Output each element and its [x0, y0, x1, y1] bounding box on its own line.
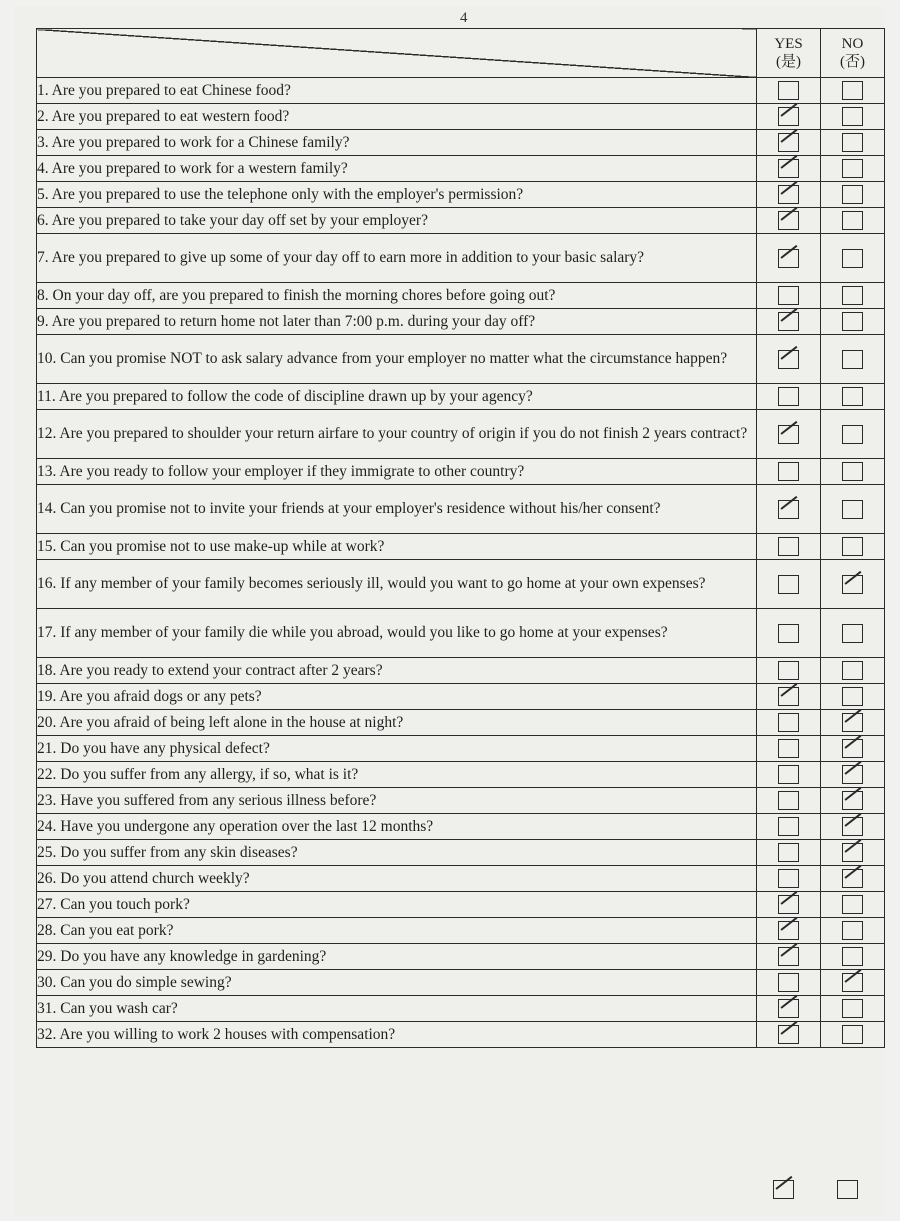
question-row — [37, 918, 885, 944]
no-answer-cell — [821, 866, 885, 892]
question-text: 10. Can you promise NOT to ask salary advance from your employer no matter what the circumstance happen? — [37, 335, 757, 384]
no-checkbox[interactable] — [842, 249, 863, 268]
question-text: 12. Are you prepared to shoulder your return airfare to your country of origin if you do not finish 2 years contract? — [37, 410, 757, 459]
yes-answer-cell — [757, 1022, 821, 1048]
question-row — [37, 384, 885, 410]
yes-answer-cell — [757, 684, 821, 710]
yes-checkbox[interactable] — [778, 500, 799, 519]
no-checkbox[interactable] — [842, 81, 863, 100]
question-text: 5. Are you prepared to use the telephone only with the employer's permission? — [37, 182, 757, 208]
no-answer-cell — [821, 996, 885, 1022]
yes-header-label: YES (是) — [774, 36, 803, 70]
trailing-no-cell — [815, 1180, 879, 1199]
no-answer-cell — [821, 918, 885, 944]
question-row — [37, 485, 885, 534]
question-rows — [37, 78, 885, 1048]
question-row — [37, 1022, 885, 1048]
yes-answer-cell — [757, 840, 821, 866]
yes-answer-cell — [757, 335, 821, 384]
no-answer-cell — [821, 384, 885, 410]
no-checkbox[interactable] — [842, 921, 863, 940]
question-row — [37, 762, 885, 788]
yes-answer-cell — [757, 534, 821, 560]
question-row — [37, 788, 885, 814]
yes-checkbox[interactable] — [778, 425, 799, 444]
yes-checkbox[interactable] — [778, 947, 799, 966]
question-row — [37, 814, 885, 840]
yes-answer-cell — [757, 736, 821, 762]
question-text: 3. Are you prepared to work for a Chinese family? — [37, 130, 757, 156]
no-answer-cell — [821, 156, 885, 182]
no-answer-cell — [821, 130, 885, 156]
question-text: 23. Have you suffered from any serious illness before? — [37, 788, 757, 814]
question-row — [37, 335, 885, 384]
yes-checkbox[interactable] — [778, 687, 799, 706]
no-checkbox[interactable] — [842, 537, 863, 556]
no-checkbox[interactable] — [842, 159, 863, 178]
yes-checkbox[interactable] — [778, 350, 799, 369]
yes-answer-cell — [757, 234, 821, 283]
trailing-no-checkbox[interactable] — [837, 1180, 858, 1199]
question-text: 17. If any member of your family die while you abroad, would you like to go home at your expenses? — [37, 609, 757, 658]
yes-checkbox[interactable] — [778, 739, 799, 758]
no-answer-cell — [821, 1022, 885, 1048]
question-row — [37, 996, 885, 1022]
yes-answer-cell — [757, 970, 821, 996]
no-checkbox[interactable] — [842, 500, 863, 519]
yes-checkbox[interactable] — [778, 817, 799, 836]
yes-checkbox[interactable] — [778, 661, 799, 680]
yes-checkbox[interactable] — [778, 133, 799, 152]
yes-checkbox[interactable] — [778, 575, 799, 594]
yes-answer-cell — [757, 892, 821, 918]
yes-answer-cell — [757, 762, 821, 788]
yes-answer-cell — [757, 459, 821, 485]
yes-checkbox[interactable] — [778, 286, 799, 305]
yes-answer-cell — [757, 130, 821, 156]
question-text: 32. Are you willing to work 2 houses with compensation? — [37, 1022, 757, 1048]
no-column-header — [821, 29, 885, 78]
no-checkbox[interactable] — [842, 817, 863, 836]
no-answer-cell — [821, 410, 885, 459]
question-row — [37, 840, 885, 866]
questionnaire-table — [36, 28, 885, 1048]
no-checkbox[interactable] — [842, 791, 863, 810]
no-checkbox[interactable] — [842, 350, 863, 369]
question-text: 15. Can you promise not to use make-up while at work? — [37, 534, 757, 560]
no-checkbox[interactable] — [842, 133, 863, 152]
question-text: 9. Are you prepared to return home not later than 7:00 p.m. during your day off? — [37, 309, 757, 335]
yes-answer-cell — [757, 104, 821, 130]
question-row — [37, 130, 885, 156]
no-checkbox[interactable] — [842, 107, 863, 126]
yes-answer-cell — [757, 208, 821, 234]
page-number: 4 — [460, 10, 468, 26]
no-checkbox[interactable] — [842, 947, 863, 966]
yes-answer-cell — [757, 814, 821, 840]
no-answer-cell — [821, 736, 885, 762]
question-row — [37, 892, 885, 918]
yes-checkbox[interactable] — [778, 249, 799, 268]
question-row — [37, 736, 885, 762]
no-answer-cell — [821, 658, 885, 684]
no-answer-cell — [821, 208, 885, 234]
question-text: 7. Are you prepared to give up some of your day off to earn more in addition to your basic salary? — [37, 234, 757, 283]
no-checkbox[interactable] — [842, 575, 863, 594]
yes-checkbox[interactable] — [778, 81, 799, 100]
no-answer-cell — [821, 710, 885, 736]
yes-checkbox[interactable] — [778, 1025, 799, 1044]
question-text: 13. Are you ready to follow your employer if they immigrate to other country? — [37, 459, 757, 485]
no-answer-cell — [821, 970, 885, 996]
yes-answer-cell — [757, 609, 821, 658]
no-checkbox[interactable] — [842, 895, 863, 914]
yes-answer-cell — [757, 944, 821, 970]
no-answer-cell — [821, 534, 885, 560]
question-row — [37, 104, 885, 130]
no-checkbox[interactable] — [842, 713, 863, 732]
question-text: 20. Are you afraid of being left alone in the house at night? — [37, 710, 757, 736]
yes-answer-cell — [757, 78, 821, 104]
trailing-yes-cell — [751, 1180, 815, 1199]
question-row — [37, 609, 885, 658]
yes-checkbox[interactable] — [778, 387, 799, 406]
yes-answer-cell — [757, 384, 821, 410]
yes-checkbox[interactable] — [778, 895, 799, 914]
question-text: 25. Do you suffer from any skin diseases? — [37, 840, 757, 866]
question-row — [37, 658, 885, 684]
yes-answer-cell — [757, 156, 821, 182]
no-checkbox[interactable] — [842, 687, 863, 706]
yes-answer-cell — [757, 283, 821, 309]
question-text: 22. Do you suffer from any allergy, if so, what is it? — [37, 762, 757, 788]
no-checkbox[interactable] — [842, 462, 863, 481]
question-text: 14. Can you promise not to invite your friends at your employer's residence without his/her consent? — [37, 485, 757, 534]
no-checkbox[interactable] — [842, 843, 863, 862]
question-text: 30. Can you do simple sewing? — [37, 970, 757, 996]
no-answer-cell — [821, 182, 885, 208]
no-answer-cell — [821, 788, 885, 814]
yes-checkbox[interactable] — [778, 462, 799, 481]
no-checkbox[interactable] — [842, 765, 863, 784]
question-text: 8. On your day off, are you prepared to finish the morning chores before going out? — [37, 283, 757, 309]
question-row — [37, 208, 885, 234]
question-text: 28. Can you eat pork? — [37, 918, 757, 944]
yes-answer-cell — [757, 918, 821, 944]
no-checkbox[interactable] — [842, 661, 863, 680]
no-answer-cell — [821, 892, 885, 918]
no-checkbox[interactable] — [842, 624, 863, 643]
yes-column-header — [757, 29, 821, 78]
yes-checkbox[interactable] — [778, 159, 799, 178]
question-row — [37, 684, 885, 710]
question-row — [37, 866, 885, 892]
question-row — [37, 309, 885, 335]
no-checkbox[interactable] — [842, 739, 863, 758]
no-answer-cell — [821, 234, 885, 283]
no-checkbox[interactable] — [842, 185, 863, 204]
no-header-label: NO (否) — [840, 36, 865, 70]
yes-answer-cell — [757, 182, 821, 208]
no-answer-cell — [821, 335, 885, 384]
yes-checkbox[interactable] — [778, 185, 799, 204]
yes-checkbox[interactable] — [778, 713, 799, 732]
yes-checkbox[interactable] — [778, 869, 799, 888]
yes-answer-cell — [757, 658, 821, 684]
yes-checkbox[interactable] — [778, 999, 799, 1018]
no-checkbox[interactable] — [842, 286, 863, 305]
no-answer-cell — [821, 78, 885, 104]
yes-checkbox[interactable] — [778, 537, 799, 556]
yes-checkbox[interactable] — [778, 765, 799, 784]
no-answer-cell — [821, 814, 885, 840]
no-answer-cell — [821, 944, 885, 970]
no-answer-cell — [821, 609, 885, 658]
no-answer-cell — [821, 459, 885, 485]
no-answer-cell — [821, 104, 885, 130]
yes-answer-cell — [757, 788, 821, 814]
question-text: 16. If any member of your family becomes seriously ill, would you want to go home at your own expenses? — [37, 560, 757, 609]
no-checkbox[interactable] — [842, 973, 863, 992]
no-answer-cell — [821, 485, 885, 534]
no-checkbox[interactable] — [842, 869, 863, 888]
yes-checkbox[interactable] — [778, 973, 799, 992]
no-answer-cell — [821, 762, 885, 788]
question-text: 19. Are you afraid dogs or any pets? — [37, 684, 757, 710]
yes-answer-cell — [757, 560, 821, 609]
no-checkbox[interactable] — [842, 425, 863, 444]
question-text: 6. Are you prepared to take your day off set by your employer? — [37, 208, 757, 234]
yes-checkbox[interactable] — [778, 843, 799, 862]
question-row — [37, 182, 885, 208]
header-diagonal-cell — [37, 29, 757, 78]
no-checkbox[interactable] — [842, 211, 863, 230]
question-row — [37, 560, 885, 609]
yes-checkbox[interactable] — [778, 791, 799, 810]
question-text: 26. Do you attend church weekly? — [37, 866, 757, 892]
yes-answer-cell — [757, 485, 821, 534]
question-text: 4. Are you prepared to work for a western family? — [37, 156, 757, 182]
question-row — [37, 710, 885, 736]
question-row — [37, 78, 885, 104]
no-checkbox[interactable] — [842, 999, 863, 1018]
trailing-yes-checkbox[interactable] — [773, 1180, 794, 1199]
question-row — [37, 970, 885, 996]
question-row — [37, 156, 885, 182]
question-row — [37, 410, 885, 459]
yes-answer-cell — [757, 410, 821, 459]
no-answer-cell — [821, 309, 885, 335]
no-answer-cell — [821, 283, 885, 309]
question-row — [37, 944, 885, 970]
no-answer-cell — [821, 560, 885, 609]
no-checkbox[interactable] — [842, 312, 863, 331]
no-answer-cell — [821, 840, 885, 866]
yes-checkbox[interactable] — [778, 312, 799, 331]
yes-answer-cell — [757, 309, 821, 335]
question-text: 29. Do you have any knowledge in gardening? — [37, 944, 757, 970]
yes-answer-cell — [757, 996, 821, 1022]
question-text: 2. Are you prepared to eat western food? — [37, 104, 757, 130]
question-row — [37, 459, 885, 485]
yes-checkbox[interactable] — [778, 107, 799, 126]
question-text: 24. Have you undergone any operation over the last 12 months? — [37, 814, 757, 840]
question-row — [37, 283, 885, 309]
question-text: 18. Are you ready to extend your contract after 2 years? — [37, 658, 757, 684]
question-text: 1. Are you prepared to eat Chinese food? — [37, 78, 757, 104]
no-answer-cell — [821, 684, 885, 710]
yes-checkbox[interactable] — [778, 211, 799, 230]
question-text: 31. Can you wash car? — [37, 996, 757, 1022]
question-row — [37, 234, 885, 283]
yes-answer-cell — [757, 866, 821, 892]
question-row — [37, 534, 885, 560]
no-checkbox[interactable] — [842, 1025, 863, 1044]
yes-checkbox[interactable] — [778, 921, 799, 940]
no-checkbox[interactable] — [842, 387, 863, 406]
question-text: 27. Can you touch pork? — [37, 892, 757, 918]
question-text: 21. Do you have any physical defect? — [37, 736, 757, 762]
question-text: 11. Are you prepared to follow the code of discipline drawn up by your agency? — [37, 384, 757, 410]
yes-checkbox[interactable] — [778, 624, 799, 643]
yes-answer-cell — [757, 710, 821, 736]
